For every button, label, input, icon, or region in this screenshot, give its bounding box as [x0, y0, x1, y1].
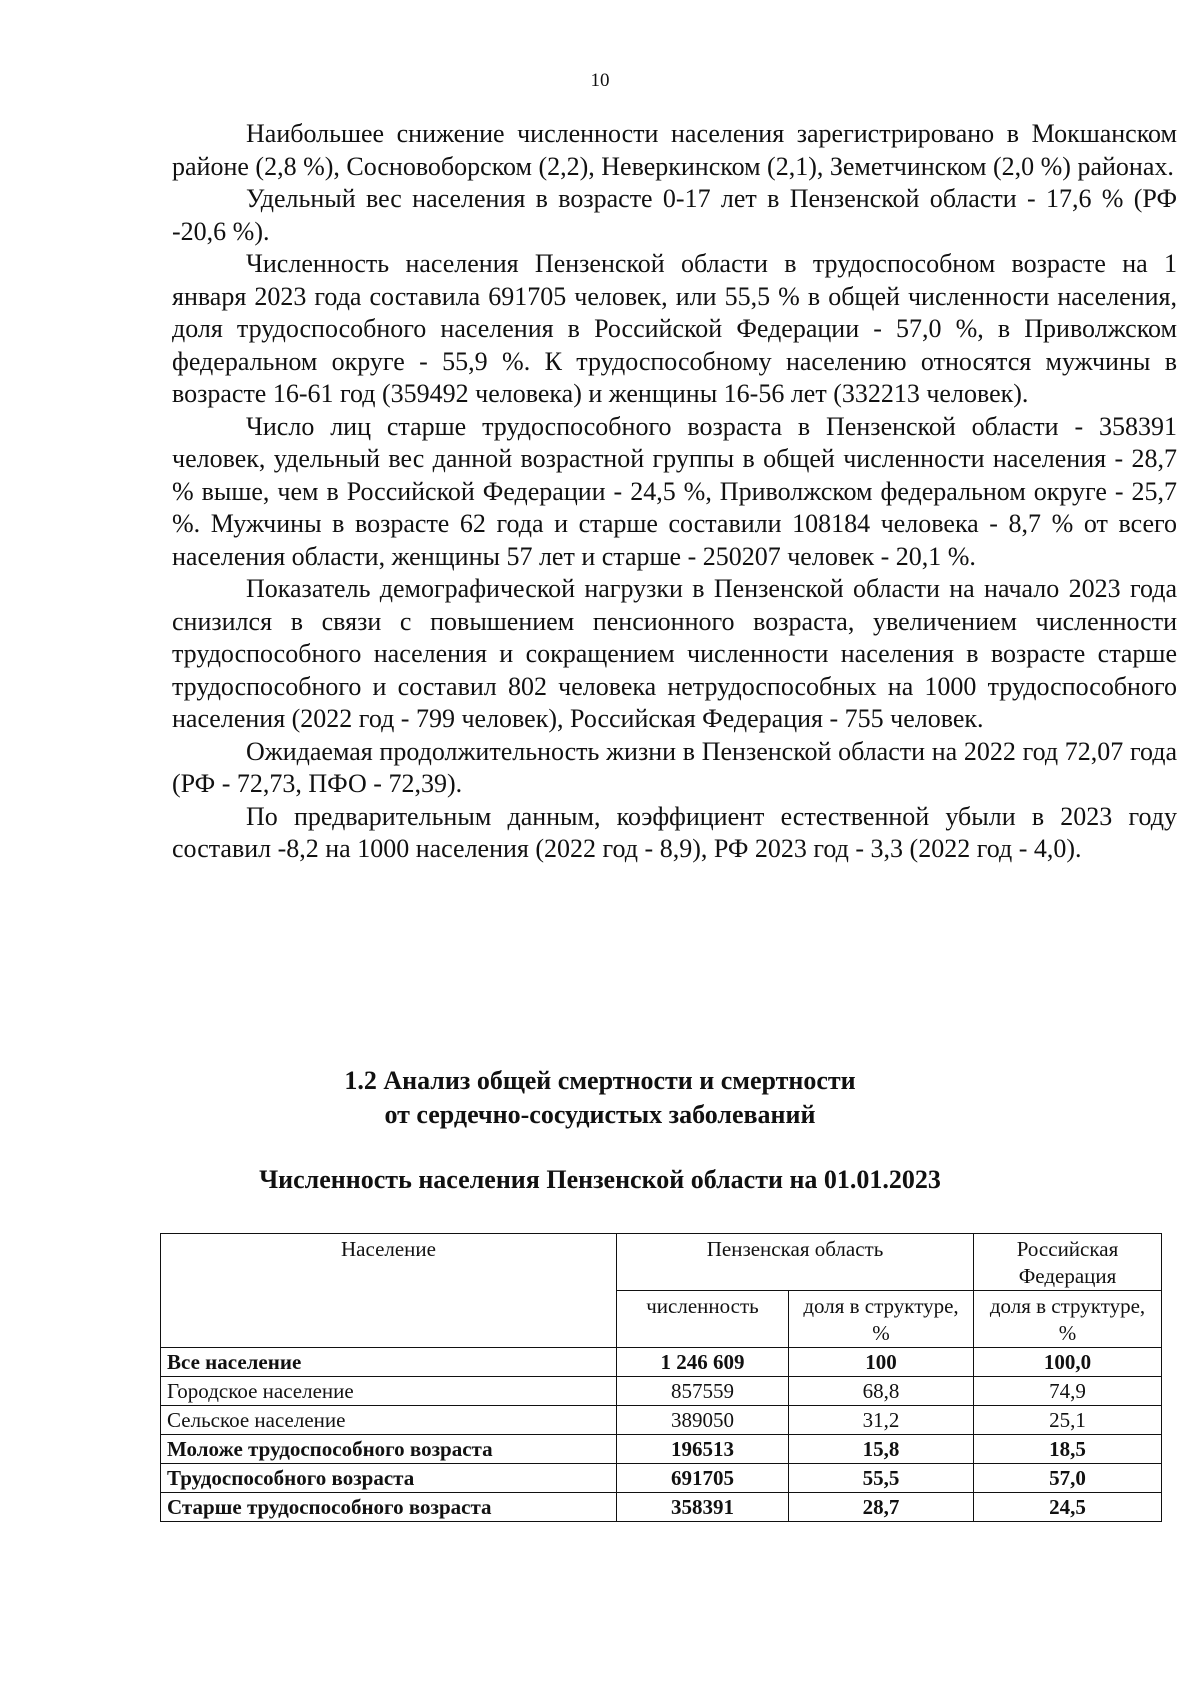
population-table: [160, 1233, 1162, 1522]
paragraph: По предварительным данным, коэффициент естественной убыли в 2023 году составил -8,2 на 1000 населения (2022 год - 8,9), РФ 2023 год - 3,3 (2022 год - 4,0).: [172, 801, 1177, 863]
table-row: [161, 1464, 1162, 1493]
row-count: 1 246 609: [617, 1348, 789, 1377]
row-rf-share: 74,9: [974, 1377, 1162, 1406]
row-rf-share: 24,5: [974, 1493, 1162, 1522]
body-text: [172, 118, 1177, 866]
header-population: Население: [161, 1234, 617, 1348]
header-russia: Российская Федерация: [974, 1234, 1162, 1291]
row-label: Сельское население: [161, 1406, 617, 1435]
table-row: [161, 1493, 1162, 1522]
header-share-region: доля в структуре, %: [789, 1291, 974, 1348]
section-heading-line: от сердечно-сосудистых заболеваний: [384, 1100, 816, 1129]
row-share: 31,2: [789, 1406, 974, 1435]
table-row: [161, 1348, 1162, 1377]
table-row: [161, 1377, 1162, 1406]
row-share: 100: [789, 1348, 974, 1377]
row-label: Городское население: [161, 1377, 617, 1406]
header-count: численность: [617, 1291, 789, 1348]
header-region: Пензенская область: [617, 1234, 974, 1291]
table-row: [161, 1406, 1162, 1435]
row-share: 15,8: [789, 1435, 974, 1464]
paragraph: Удельный вес населения в возрасте 0-17 лет в Пензенской области - 17,6 % (РФ -20,6 %).: [172, 184, 1177, 246]
row-label: Все население: [161, 1348, 617, 1377]
table-header-row: [161, 1234, 1162, 1291]
row-count: 358391: [617, 1493, 789, 1522]
row-count: 389050: [617, 1406, 789, 1435]
page-number: 10: [590, 70, 610, 91]
paragraph: Наибольшее снижение численности населения зарегистрировано в Мокшанском районе (2,8 %), Сосновоборском (2,2), Неверкинском (2,1), Земетчинском (2,0 %) районах.: [172, 119, 1177, 181]
row-label: Старше трудоспособного возраста: [161, 1493, 617, 1522]
section-heading: [0, 1064, 1200, 1132]
paragraph: Ожидаемая продолжительность жизни в Пензенской области на 2022 год 72,07 года (РФ - 72,73, ПФО - 72,39).: [172, 736, 1177, 798]
paragraph: Число лиц старше трудоспособного возраста в Пензенской области - 358391 человек, удельный вес данной возрастной группы в общей численности населения - 28,7 % выше, чем в Российской Федерации - 24,5 %, Приволжском федеральном округе - 25,7 %. Мужчины в возрасте 62 года и старше составили 108184 человека - 8,7 % от всего населения области, женщины 57 лет и старше - 250207 человек - 20,1 %.: [172, 411, 1177, 571]
row-rf-share: 57,0: [974, 1464, 1162, 1493]
row-count: 196513: [617, 1435, 789, 1464]
section-heading-line: 1.2 Анализ общей смертности и смертности: [344, 1066, 856, 1095]
row-rf-share: 25,1: [974, 1406, 1162, 1435]
header-share-russia: доля в структуре, %: [974, 1291, 1162, 1348]
row-label: Моложе трудоспособного возраста: [161, 1435, 617, 1464]
row-rf-share: 18,5: [974, 1435, 1162, 1464]
row-rf-share: 100,0: [974, 1348, 1162, 1377]
row-share: 55,5: [789, 1464, 974, 1493]
row-share: 68,8: [789, 1377, 974, 1406]
row-count: 691705: [617, 1464, 789, 1493]
table-title: Численность населения Пензенской области на 01.01.2023: [259, 1165, 941, 1194]
row-label: Трудоспособного возраста: [161, 1464, 617, 1493]
table-row: [161, 1435, 1162, 1464]
row-share: 28,7: [789, 1493, 974, 1522]
row-count: 857559: [617, 1377, 789, 1406]
paragraph: Численность населения Пензенской области в трудоспособном возрасте на 1 января 2023 года составила 691705 человек, или 55,5 % в общей численности населения, доля трудоспособного населения в Российской Федерации - 57,0 %, в Приволжском федеральном округе - 55,9 %. К трудоспособному населению относятся мужчины в возрасте 16-61 год (359492 человека) и женщины 16-56 лет (332213 человек).: [172, 249, 1177, 408]
paragraph: Показатель демографической нагрузки в Пензенской области на начало 2023 года снизился в связи с повышением пенсионного возраста, увеличением численности трудоспособного населения и сокращением численности населения в возрасте старше трудоспособного и составил 802 человека нетрудоспособных на 1000 трудоспособного населения (2022 год - 799 человек), Российская Федерация - 755 человек.: [172, 574, 1177, 733]
